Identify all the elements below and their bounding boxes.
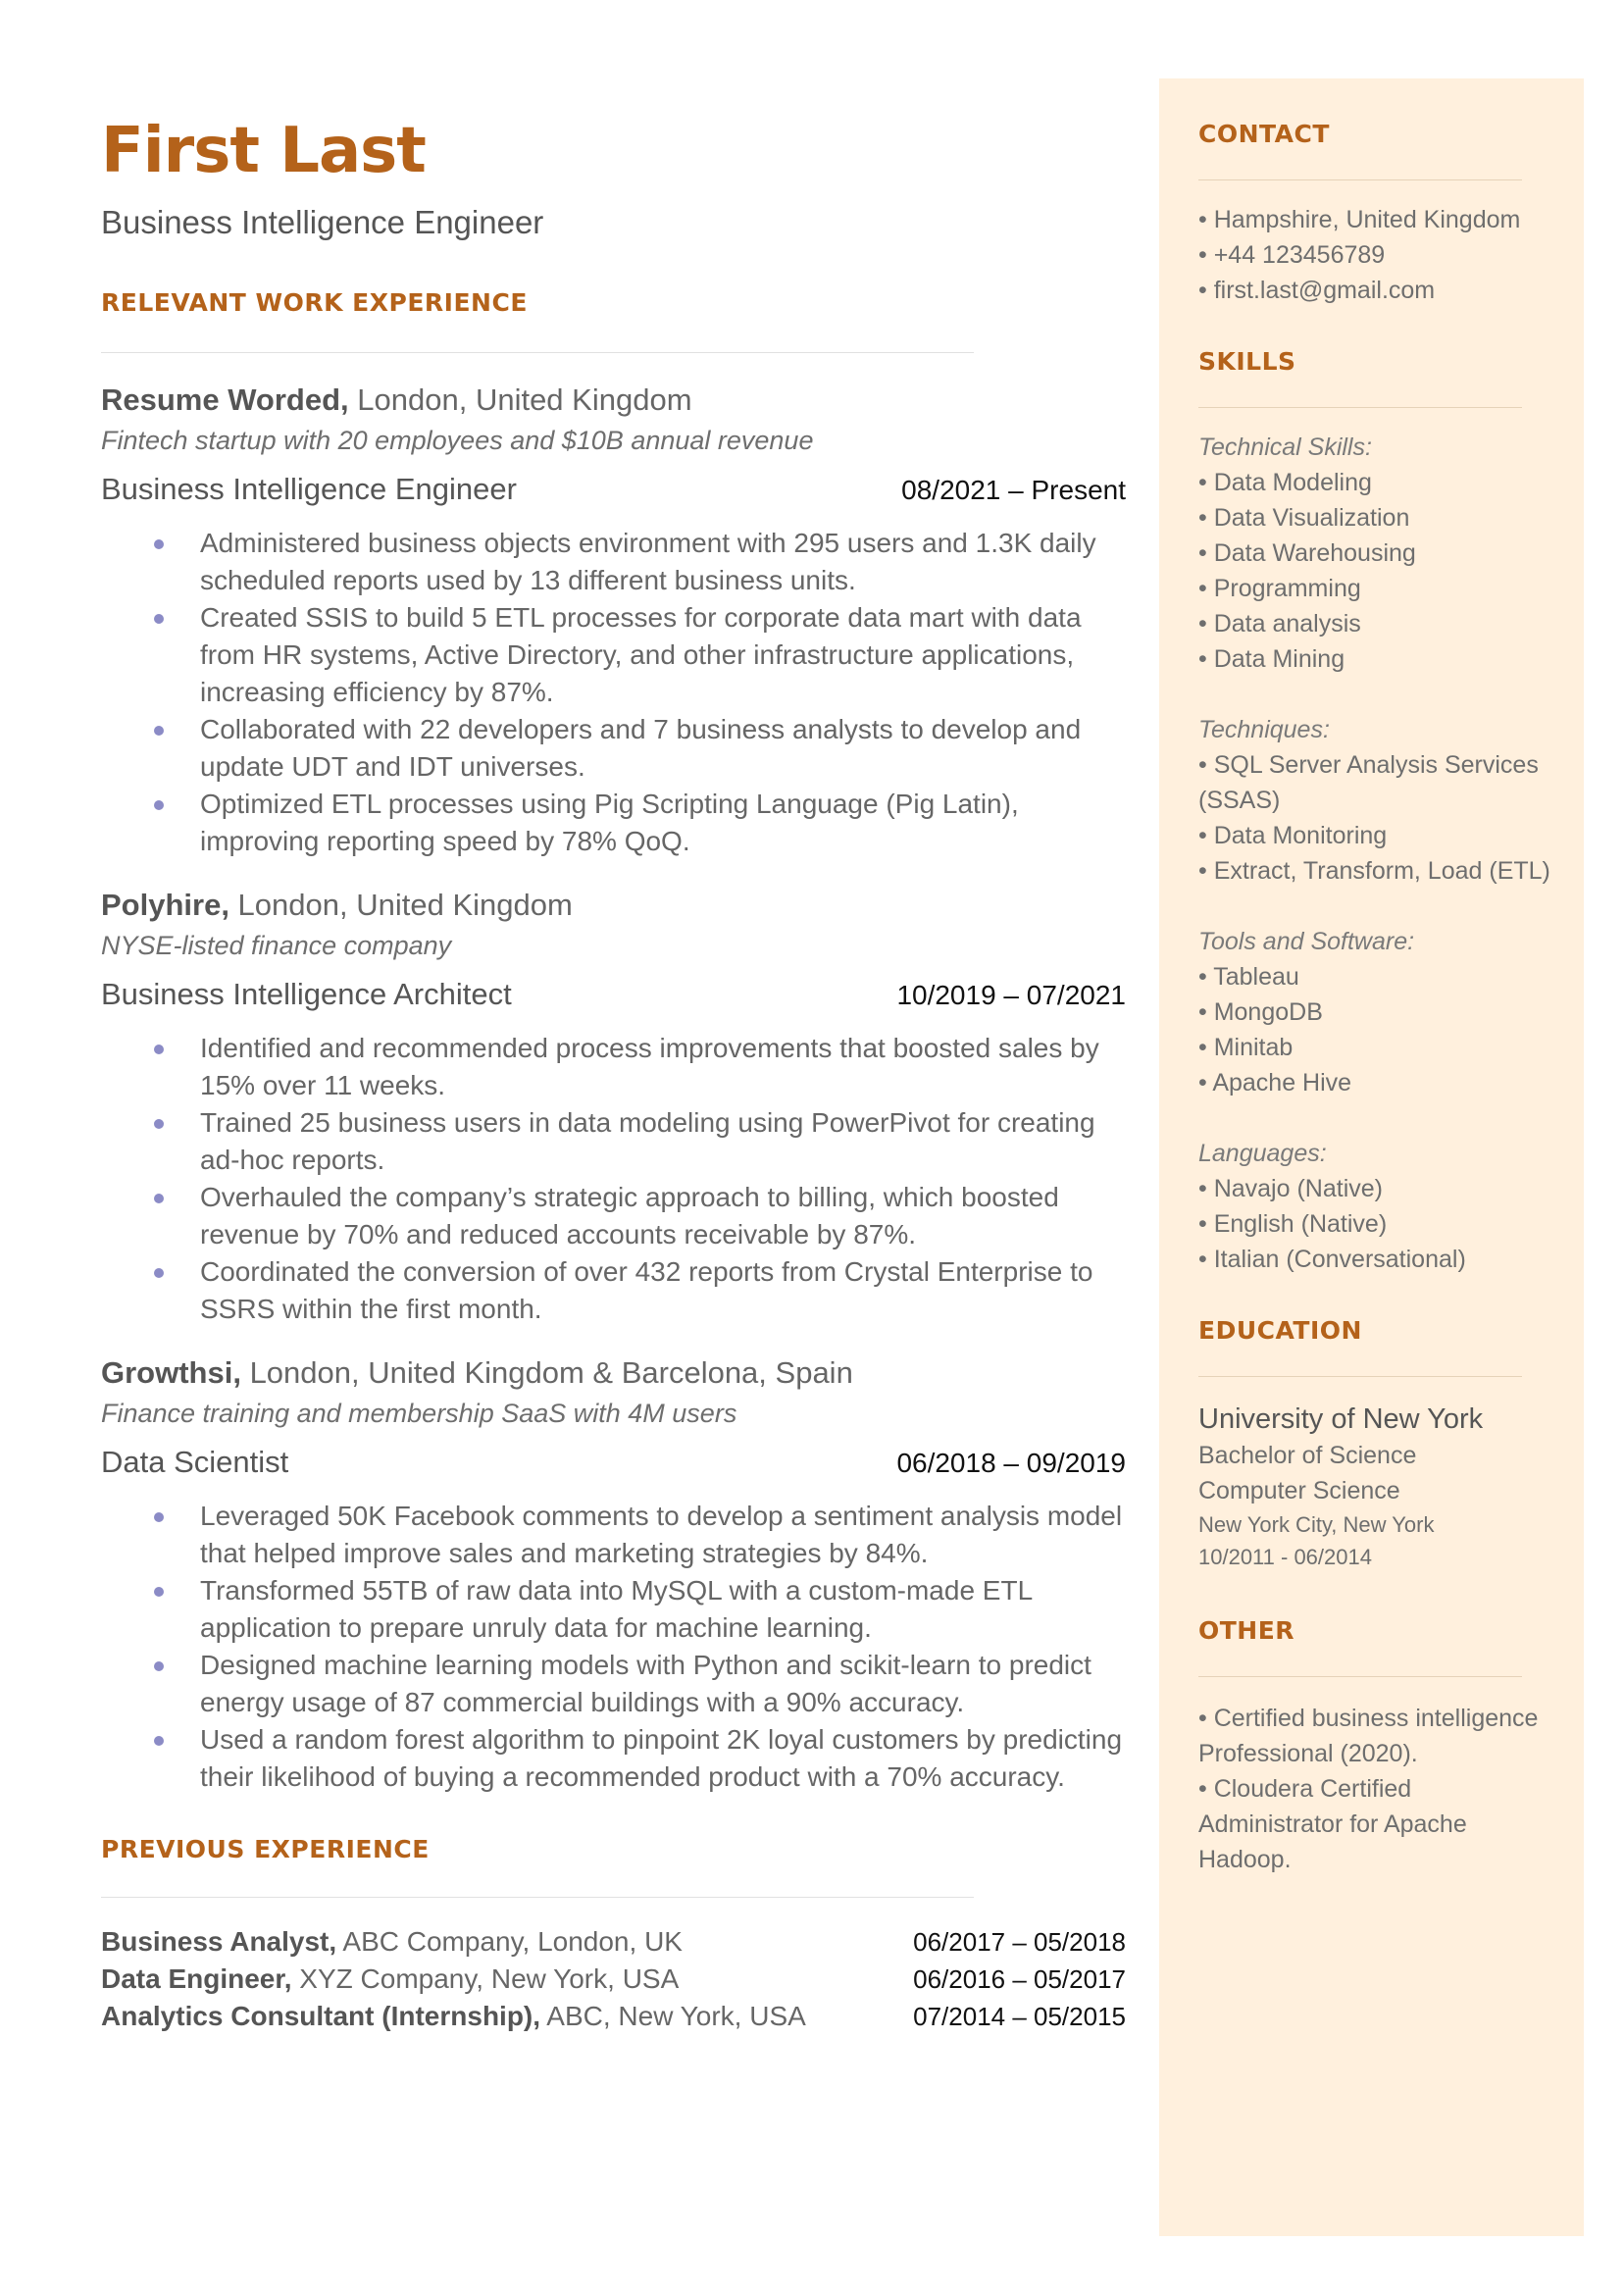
section-divider: [101, 352, 974, 353]
bullet-dot-icon: [154, 1512, 164, 1522]
skill-item: • Minitab: [1198, 1034, 1294, 1061]
bullet-dot-icon: [154, 614, 164, 624]
company-description: Fintech startup with 20 employees and $10B annual revenue: [101, 426, 814, 455]
bullet-dot-icon: [154, 1268, 164, 1278]
skills-list: [1198, 465, 1551, 677]
job-entry: [101, 382, 1126, 860]
job-bullet: Collaborated with 22 developers and 7 business analysts to develop and update UDT and IDT universes.: [200, 711, 1126, 786]
candidate-title: Business Intelligence Engineer: [101, 204, 544, 240]
previous-org: ABC, New York, USA: [540, 2001, 806, 2031]
skill-item: • Extract, Transform, Load (ETL): [1198, 857, 1550, 885]
skills-list: [1198, 959, 1551, 1100]
company-description: Finance training and membership SaaS with 4M users: [101, 1399, 737, 1428]
sidebar-divider: [1198, 1676, 1522, 1677]
skill-item: • Data Monitoring: [1198, 822, 1388, 849]
education-entry: [1198, 1401, 1551, 1573]
job-bullets: [101, 1498, 1126, 1796]
education-dates: 10/2011 - 06/2014: [1198, 1545, 1372, 1569]
other-item: • Certified business intelligence Professional (2020).: [1198, 1705, 1539, 1767]
job-dates: 10/2019 – 07/2021: [896, 980, 1126, 1010]
skill-item: • Data Visualization: [1198, 504, 1410, 532]
job-dates: 08/2021 – Present: [901, 475, 1126, 505]
role-row: [101, 472, 1126, 507]
job-role: Data Scientist: [101, 1445, 289, 1479]
previous-dates: 07/2014 – 05/2015: [913, 2002, 1126, 2031]
education-location: New York City, New York: [1198, 1512, 1435, 1537]
skill-item: • Data analysis: [1198, 610, 1361, 637]
job-dates: 06/2018 – 09/2019: [896, 1448, 1126, 1478]
other-item: • Cloudera Certified Administrator for Apache Hadoop.: [1198, 1775, 1467, 1873]
previous-section-title: PREVIOUS EXPERIENCE: [101, 1835, 430, 1863]
skill-item: • SQL Server Analysis Services (SSAS): [1198, 751, 1539, 814]
bullet-dot-icon: [154, 800, 164, 810]
skills-list: [1198, 1171, 1551, 1277]
skill-item: • Data Modeling: [1198, 469, 1372, 496]
sidebar-divider: [1198, 179, 1522, 180]
skills-group: [1198, 712, 1551, 889]
sidebar-divider: [1198, 1376, 1522, 1377]
previous-item: [101, 1998, 1126, 2035]
job-entry: [101, 888, 1126, 1328]
job-bullet: Transformed 55TB of raw data into MySQL with a custom-made ETL application to prepare unruly data for machine learning.: [200, 1572, 1126, 1647]
section-divider: [101, 1897, 974, 1898]
skills-category: Tools and Software:: [1198, 928, 1415, 955]
bullet-dot-icon: [154, 1587, 164, 1597]
skills-group: [1198, 430, 1551, 677]
bullet-dot-icon: [154, 1661, 164, 1671]
job-bullet: Designed machine learning models with Python and scikit-learn to predict energy usage of 87 commercial buildings with a 90% accuracy.: [200, 1647, 1126, 1721]
job-role: Business Intelligence Engineer: [101, 472, 517, 506]
job-bullet: Administered business objects environment with 295 users and 1.3K daily scheduled reports used by 13 different business units.: [200, 525, 1126, 599]
contact-list: [1198, 202, 1551, 308]
bullet-dot-icon: [154, 726, 164, 736]
company-name: Resume Worded,: [101, 382, 349, 417]
skills-list: [1198, 747, 1551, 889]
job-bullet: Trained 25 business users in data modeling using PowerPivot for creating ad-hoc reports.: [200, 1104, 1126, 1179]
job-bullet: Coordinated the conversion of over 432 reports from Crystal Enterprise to SSRS within the first month.: [200, 1253, 1126, 1328]
skill-item: • English (Native): [1198, 1210, 1388, 1238]
previous-experience-list: [101, 1923, 1126, 2035]
main-column: [101, 108, 1126, 2035]
job-bullets: [101, 525, 1126, 860]
company-location: London, United Kingdom: [348, 382, 692, 417]
contact-email[interactable]: • first.last@gmail.com: [1198, 277, 1436, 304]
other-list: [1198, 1701, 1551, 1877]
previous-dates: 06/2016 – 05/2017: [913, 1964, 1126, 1994]
skills-category: Techniques:: [1198, 716, 1330, 743]
previous-item: [101, 1923, 1126, 1961]
skill-item: • MongoDB: [1198, 998, 1323, 1026]
previous-title: Data Engineer,: [101, 1963, 292, 1994]
company-location: London, United Kingdom: [228, 888, 573, 922]
work-section-title: RELEVANT WORK EXPERIENCE: [101, 288, 528, 317]
bullet-dot-icon: [154, 1119, 164, 1129]
skill-item: • Italian (Conversational): [1198, 1246, 1466, 1273]
skills-group: [1198, 924, 1551, 1100]
skills-category: Languages:: [1198, 1140, 1327, 1167]
previous-dates: 06/2017 – 05/2018: [913, 1927, 1126, 1957]
company-name: Polyhire,: [101, 888, 229, 922]
job-entry: [101, 1355, 1126, 1796]
education-degree: Bachelor of Science: [1198, 1442, 1417, 1469]
sidebar-content: [1198, 78, 1551, 1877]
contact-address: • Hampshire, United Kingdom: [1198, 206, 1521, 233]
sidebar: [1159, 78, 1584, 2236]
job-role: Business Intelligence Architect: [101, 977, 512, 1011]
skill-item: • Data Mining: [1198, 645, 1345, 673]
bullet-dot-icon: [154, 1736, 164, 1746]
education-school: University of New York: [1198, 1403, 1484, 1435]
role-row: [101, 1445, 1126, 1480]
contact-phone: • +44 123456789: [1198, 241, 1386, 269]
candidate-name: First Last: [101, 115, 426, 187]
skills-title: SKILLS: [1198, 347, 1296, 376]
contact-title: CONTACT: [1198, 120, 1330, 148]
skill-item: • Data Warehousing: [1198, 539, 1416, 567]
education-field: Computer Science: [1198, 1477, 1400, 1504]
company-location: London, United Kingdom & Barcelona, Spain: [240, 1355, 853, 1390]
other-title: OTHER: [1198, 1616, 1295, 1645]
skill-item: • Apache Hive: [1198, 1069, 1352, 1096]
previous-title: Analytics Consultant (Internship),: [101, 2001, 541, 2031]
bullet-dot-icon: [154, 1045, 164, 1054]
skills-group: [1198, 1136, 1551, 1277]
previous-org: XYZ Company, New York, USA: [291, 1963, 680, 1994]
skill-item: • Programming: [1198, 575, 1361, 602]
role-row: [101, 977, 1126, 1012]
skills-category: Technical Skills:: [1198, 433, 1372, 461]
bullet-dot-icon: [154, 1194, 164, 1203]
company-name: Growthsi,: [101, 1355, 241, 1390]
previous-title: Business Analyst,: [101, 1926, 337, 1957]
company-line: [101, 382, 1126, 418]
company-line: [101, 888, 1126, 923]
previous-item: [101, 1961, 1126, 1998]
company-description: NYSE-listed finance company: [101, 931, 452, 960]
company-line: [101, 1355, 1126, 1391]
previous-org: ABC Company, London, UK: [336, 1926, 683, 1957]
job-bullet: Created SSIS to build 5 ETL processes for corporate data mart with data from HR systems, Active Directory, and other infrastructure applications, increasing efficiency by 87%.: [200, 599, 1126, 711]
job-bullet: Identified and recommended process improvements that boosted sales by 15% over 11 weeks.: [200, 1030, 1126, 1104]
job-bullets: [101, 1030, 1126, 1328]
job-bullet: Optimized ETL processes using Pig Scripting Language (Pig Latin), improving reporting speed by 78% QoQ.: [200, 786, 1126, 860]
bullet-dot-icon: [154, 539, 164, 549]
job-bullet: Leveraged 50K Facebook comments to develop a sentiment analysis model that helped improve sales and marketing strategies by 84%.: [200, 1498, 1126, 1572]
skill-item: • Tableau: [1198, 963, 1299, 991]
job-bullet: Overhauled the company’s strategic approach to billing, which boosted revenue by 70% and reduced accounts receivable by 87%.: [200, 1179, 1126, 1253]
education-title: EDUCATION: [1198, 1316, 1362, 1345]
skill-item: • Navajo (Native): [1198, 1175, 1383, 1202]
job-bullet: Used a random forest algorithm to pinpoint 2K loyal customers by predicting their likelihood of buying a recommended product with a 70% accuracy.: [200, 1721, 1126, 1796]
sidebar-divider: [1198, 407, 1522, 408]
